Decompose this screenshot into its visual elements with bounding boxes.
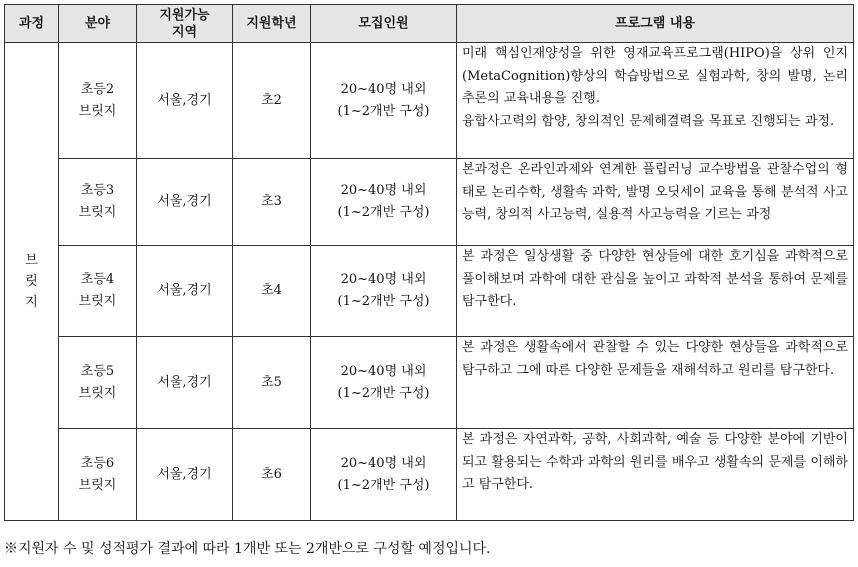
capacity-line1: 20~40명 내외 [340,455,427,471]
field-line1: 초등5 [80,363,115,379]
content-paragraph: 본 과정은 자연과학, 공학, 사회과학, 예술 등 다양한 분야에 기반이 되고 활용되는 수학과 과학의 원리를 배우고 생활속의 문제를 이해하고 탐구한다. [462,432,848,492]
field-line1: 초등6 [80,455,115,471]
program-table [4,4,854,521]
capacity-line1: 20~40명 내외 [340,272,427,287]
table-row [5,43,854,159]
region-cell: 서울,경기 [137,246,233,337]
content-cell [457,429,854,521]
region-cell: 서울,경기 [137,43,233,159]
capacity-cell [311,337,457,429]
course-name: 브릿지 [25,252,38,310]
table-row [5,246,854,337]
content-cell [457,337,854,429]
field-cell [59,43,137,159]
capacity-line2: (1~2개반 구성) [337,205,430,220]
capacity-cell [311,429,457,521]
header-region-line1: 지원가능 [159,7,210,23]
content-paragraph: 미래 핵심인재양성을 위한 영재교육프로그램(HIPO)을 상위 인지(MetaCognition)향상의 학습방법으로 실험과학, 창의 발명, 논리추론의 교육내용을 진행. [462,46,848,106]
field-cell [59,337,137,429]
content-cell [457,159,854,246]
grade-cell: 초5 [233,337,311,429]
capacity-line2: (1~2개반 구성) [337,477,430,493]
grade-cell: 초3 [233,159,311,246]
capacity-line2: (1~2개반 구성) [337,385,430,401]
capacity-line1: 20~40명 내외 [340,81,427,97]
field-cell [59,246,137,337]
capacity-line2: (1~2개반 구성) [337,294,430,309]
content-paragraph: 본 과정은 일상생활 중 다양한 현상들에 대한 호기심을 과학적으로 풀이해보며 과학에 대한 관심을 높이고 과학적 분석을 통하여 문제를 탐구한다. [462,249,848,309]
content-paragraph-2: 융합사고력의 함양, 창의적인 문제해결력을 목표로 진행되는 과정. [462,113,835,129]
header-course: 과정 [5,5,59,43]
field-line1: 초등4 [80,272,115,287]
field-cell [59,159,137,246]
content-cell [457,246,854,337]
course-cell [5,43,59,521]
header-grade: 지원학년 [233,5,311,43]
content-cell [457,43,854,159]
capacity-line2: (1~2개반 구성) [337,103,430,119]
header-content: 프로그램 내용 [457,5,854,43]
table-row [5,159,854,246]
field-line2: 브릿지 [78,294,117,309]
footnote: ※지원자 수 및 성적평가 결과에 따라 1개반 또는 2개반으로 구성할 예정입니다. [4,541,491,557]
region-cell: 서울,경기 [137,159,233,246]
content-paragraph: 본과정은 온라인과제와 연계한 플립러닝 교수방법을 관찰수업의 형태로 논리수학, 생활속 과학, 발명 오딧세이 교육을 통해 분석적 사고능력, 창의적 사고능력, 실용적 사고능력을 기르는 과정 [462,162,848,222]
table-row [5,337,854,429]
field-cell [59,429,137,521]
grade-cell: 초4 [233,246,311,337]
field-line2: 브릿지 [78,477,117,493]
field-line1: 초등2 [80,81,115,97]
header-region [137,5,233,43]
field-line2: 브릿지 [78,385,117,401]
field-line1: 초등3 [80,183,115,198]
content-paragraph: 본 과정은 생활속에서 관찰할 수 있는 다양한 현상들을 과학적으로 탐구하고 그에 따른 다양한 문제들을 재해석하고 원리를 탐구한다. [462,340,848,378]
grade-cell: 초6 [233,429,311,521]
field-line2: 브릿지 [78,205,117,220]
capacity-cell [311,246,457,337]
region-cell: 서울,경기 [137,337,233,429]
capacity-line1: 20~40명 내외 [340,183,427,198]
region-cell: 서울,경기 [137,429,233,521]
table-header-row [5,5,854,43]
field-line2: 브릿지 [78,103,117,119]
capacity-line1: 20~40명 내외 [340,363,427,379]
header-region-line2: 지역 [171,24,198,40]
table-row [5,429,854,521]
header-capacity: 모집인원 [311,5,457,43]
grade-cell: 초2 [233,43,311,159]
capacity-cell [311,159,457,246]
header-field: 분야 [59,5,137,43]
capacity-cell [311,43,457,159]
